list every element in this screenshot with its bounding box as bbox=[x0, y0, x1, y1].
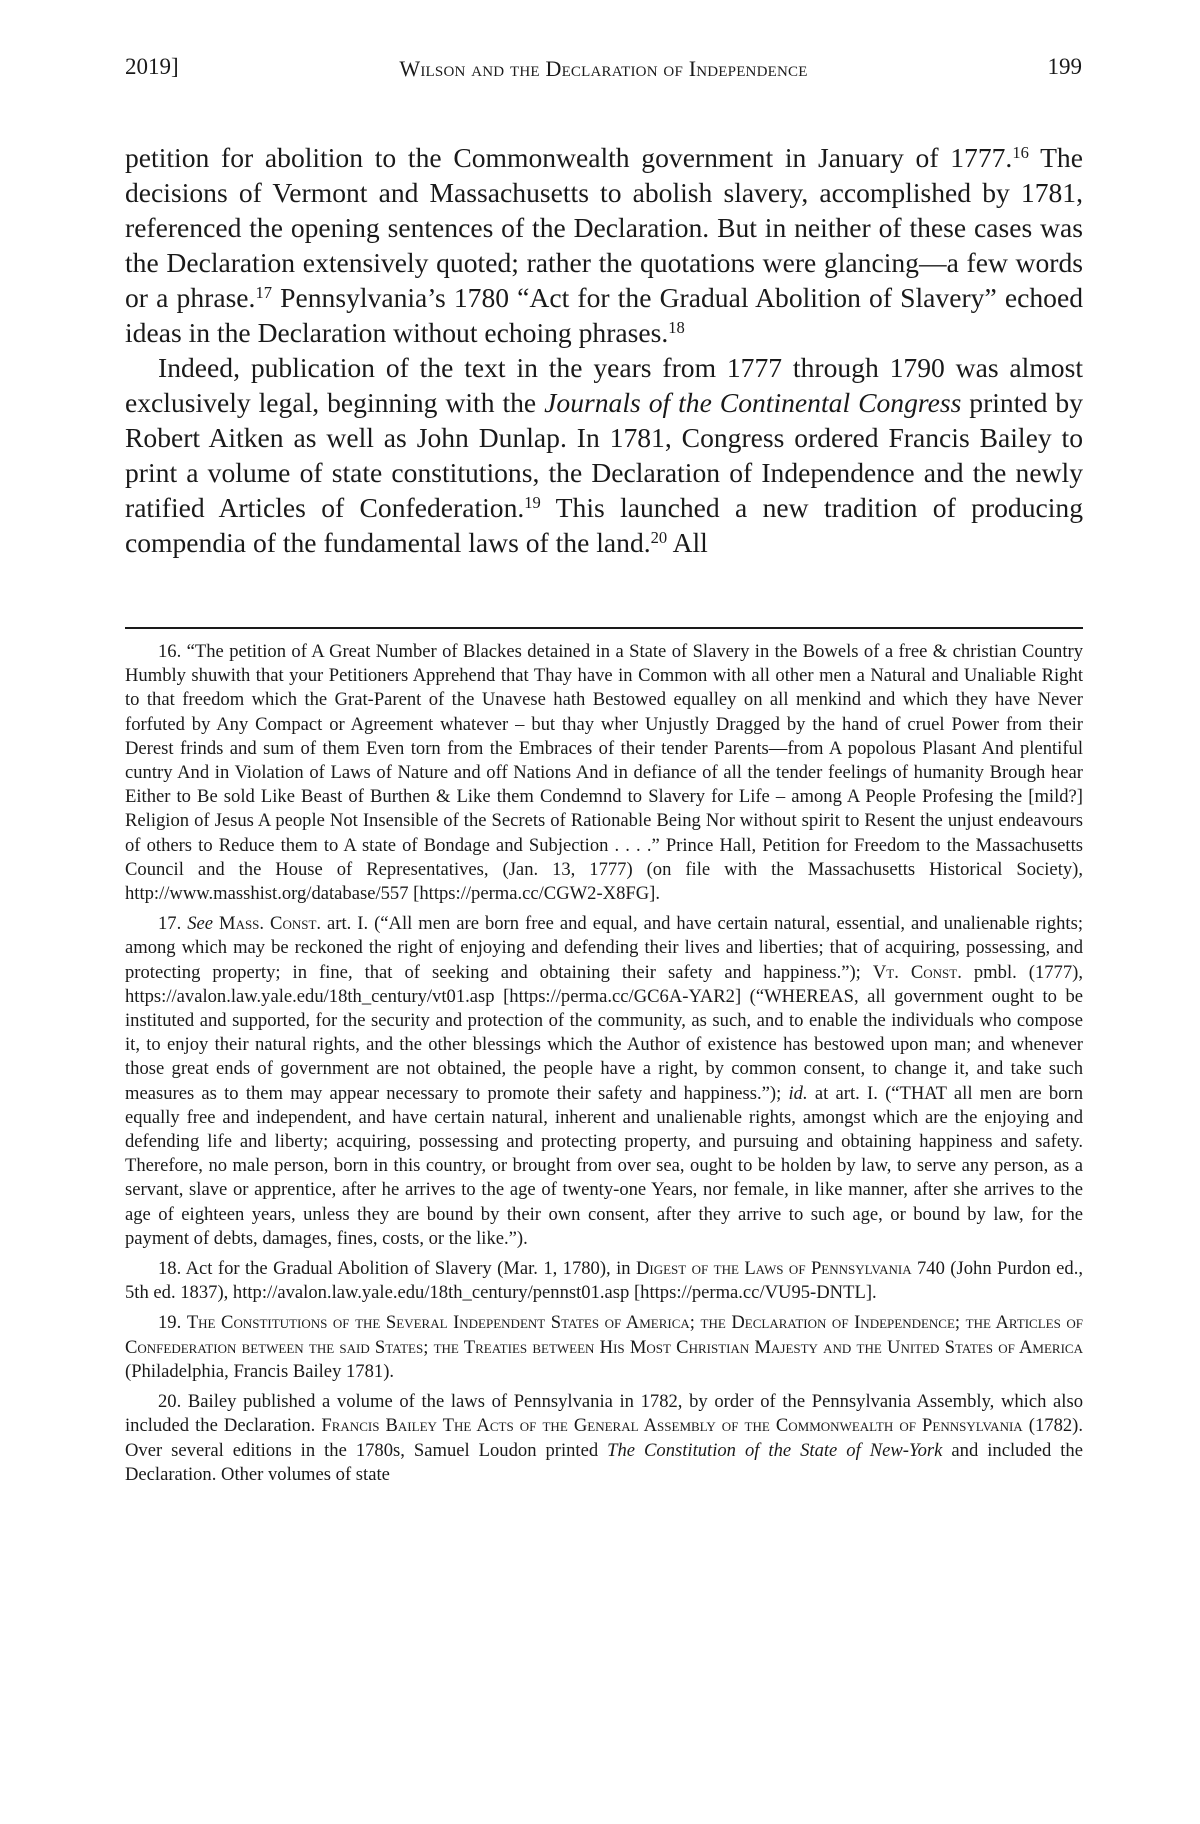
running-header bbox=[125, 54, 1082, 90]
text-run: printed by Robert Aitken as well as John Dunlap. In 1781, Congress ordered Francis Bailey to print a volume of state constitutions, the Declaration of Independence and the newly ratified Articles of Confederation. bbox=[125, 387, 1083, 523]
footnote-16: 16. “The petition of A Great Number of Blackes detained in a State of Slavery in the Bowels of a free & christian Country Humbly shuwith that your Petitioners Apprehend that Thay have in Common with all other men a Natural and Unaliable Right to that freedom which the Grat-Parent of the Unavese hath Bestowed equalley on all menkind and which they have Never forfuted by Any Compact or Agreement whatever – but thay wher Unjustly Dragged by the hand of cruel Power from their Derest frinds and sum of them Even torn from the Embraces of their tender Parents—from A popolous Plasant And plentiful cuntry And in Violation of Laws of Nature and off Nations And in defiance of all the tender feelings of humanity Brough hear Either to Be sold Like Beast of Burthen & Like them Condemnd to Slavery for Life – among A People Profesing the [mild?] Religion of Jesus A people Not Insensible of the Secrets of Rationable Being Nor without spirit to Resent the unjust endeavours of others to Reduce them to A state of Bondage and Subjection . . . .” Prince Hall, Petition for Freedom to the Massachusetts Council and the House of Representatives, (Jan. 13, 1777) (on file with the Massachusetts Historical Society), http://www.masshist.org/database/557 [https://perma.cc/CGW2-X8FG]. bbox=[125, 641, 1083, 905]
text-run: This launched a new tradition of producing compendia of the fundamental laws of the land. bbox=[125, 492, 1084, 558]
source-title: Digest of the Laws of Pennsylvania bbox=[635, 1258, 912, 1280]
text-run: pmbl. (1777), https://avalon.law.yale.edu/18th_century/vt01.asp [https://perma.cc/GC6A-YAR2] (“WHEREAS, all government ought to be instituted and supported, for the security and protection of the community, as such, and to enable the individuals who compose it, to enjoy their natural rights, and the other blessings which the Author of existence has bestowed upon man; and whenever those great ends of government are not obtained, the people have a right, by common consent, to change it, and take such measures as to them may appear necessary to promote their safety and happiness.”); bbox=[125, 961, 1083, 1104]
text-run: Pennsylvania’s 1780 “Act for the Gradual Abolition of Slavery” echoed ideas in the Declaration without echoing phrases. bbox=[125, 282, 1083, 348]
source-title: Francis Bailey The Acts of the General Assembly of the Commonwealth of Pennsylvania bbox=[321, 1415, 1023, 1437]
volume-year: 2019] bbox=[125, 54, 179, 79]
text-run: (Philadelphia, Francis Bailey 1781). bbox=[125, 1360, 395, 1382]
text-run: 18. Act for the Gradual Abolition of Slavery (Mar. 1, 1780), in bbox=[158, 1258, 636, 1280]
footnote-divider bbox=[125, 627, 1083, 629]
text-run: art. I. (“All men are born free and equal, and have certain natural, essential, and unalienable rights; among which may be reckoned the right of enjoying and defending their lives and liberties; that of acquiring, possessing, and protecting property; in fine, that of seeking and obtaining their safety and happiness.”); bbox=[125, 913, 1083, 983]
footnote-ref-20: 20 bbox=[650, 527, 668, 547]
footnote-ref-19: 19 bbox=[524, 492, 541, 512]
source-mass-const: Mass. Const. bbox=[219, 913, 322, 935]
footnotes bbox=[125, 640, 1083, 1493]
text-run: 740 (John Purdon ed., 5th ed. 1837), http://avalon.law.yale.edu/18th_century/pennst01.asp [https://perma.cc/VU95-DNTL]. bbox=[125, 1258, 1083, 1304]
italic-title: Journals of the Continental Congress bbox=[544, 387, 962, 418]
footnote-19 bbox=[125, 1311, 1083, 1384]
text-run: 20. Bailey published a volume of the laws of Pennsylvania in 1782, by order of the Pennsylvania Assembly, which also included the Declaration. bbox=[125, 1391, 1083, 1437]
footnote-ref-18: 18 bbox=[668, 317, 685, 337]
body-paragraph bbox=[125, 140, 1083, 350]
text-run: 17. bbox=[158, 913, 188, 935]
italic-title: The Constitution of the State of New-York bbox=[607, 1439, 943, 1461]
text-run: 19. bbox=[158, 1312, 187, 1334]
footnote-20 bbox=[125, 1390, 1083, 1487]
footnote-17 bbox=[125, 912, 1083, 1251]
footnote-ref-17: 17 bbox=[255, 282, 272, 302]
signal-see: See bbox=[187, 913, 214, 935]
source-vt-const: Vt. Const. bbox=[872, 961, 962, 983]
page-number: 199 bbox=[1047, 54, 1082, 79]
text-run: Indeed, publication of the text in the years from 1777 through 1790 was almost exclusively legal, beginning with the bbox=[125, 352, 1083, 418]
text-run: (1782). Over several editions in the 1780s, Samuel Loudon printed bbox=[125, 1415, 1084, 1461]
text-run: All bbox=[667, 527, 708, 558]
source-title: The Constitutions of the Several Independent States of America; the Declaration of Independence; the Articles of Confederation between the said States; the Treaties between His Most Christian Majesty and the United States of America bbox=[125, 1312, 1083, 1358]
text-run: petition for abolition to the Commonwealth government in January of 1777. bbox=[125, 142, 1013, 173]
running-title: Wilson and the Declaration of Independence bbox=[399, 56, 808, 81]
body-paragraph bbox=[125, 350, 1083, 560]
signal-id: id. bbox=[788, 1082, 808, 1104]
footnote-18 bbox=[125, 1257, 1083, 1305]
main-text bbox=[125, 140, 1083, 560]
text-run: and included the Declaration. Other volumes of state bbox=[125, 1439, 1083, 1485]
text-run: at art. I. (“THAT all men are born equally free and independent, and have certain natural, inherent and unalienable rights, amongst which are the enjoying and defending life and liberty; acquiring, possessing and protecting property, and pursuing and obtaining happiness and safety. Therefore, no male person, born in this country, or brought from over sea, ought to be holden by law, to serve any person, as a servant, slave or apprentice, after he arrives to the age of twenty-one Years, nor female, in like manner, after she arrives to the age of eighteen years, unless they are bound by their own consent, after they arrive to such age, or bound by law, for the payment of debts, damages, fines, costs, or the like.”). bbox=[125, 1082, 1083, 1249]
text-run: The decisions of Vermont and Massachusetts to abolish slavery, accomplished by 1781, referenced the opening sentences of the Declaration. But in neither of these cases was the Declaration extensively quoted; rather the quotations were glancing—a few words or a phrase. bbox=[125, 142, 1083, 313]
footnote-ref-16: 16 bbox=[1012, 142, 1029, 162]
